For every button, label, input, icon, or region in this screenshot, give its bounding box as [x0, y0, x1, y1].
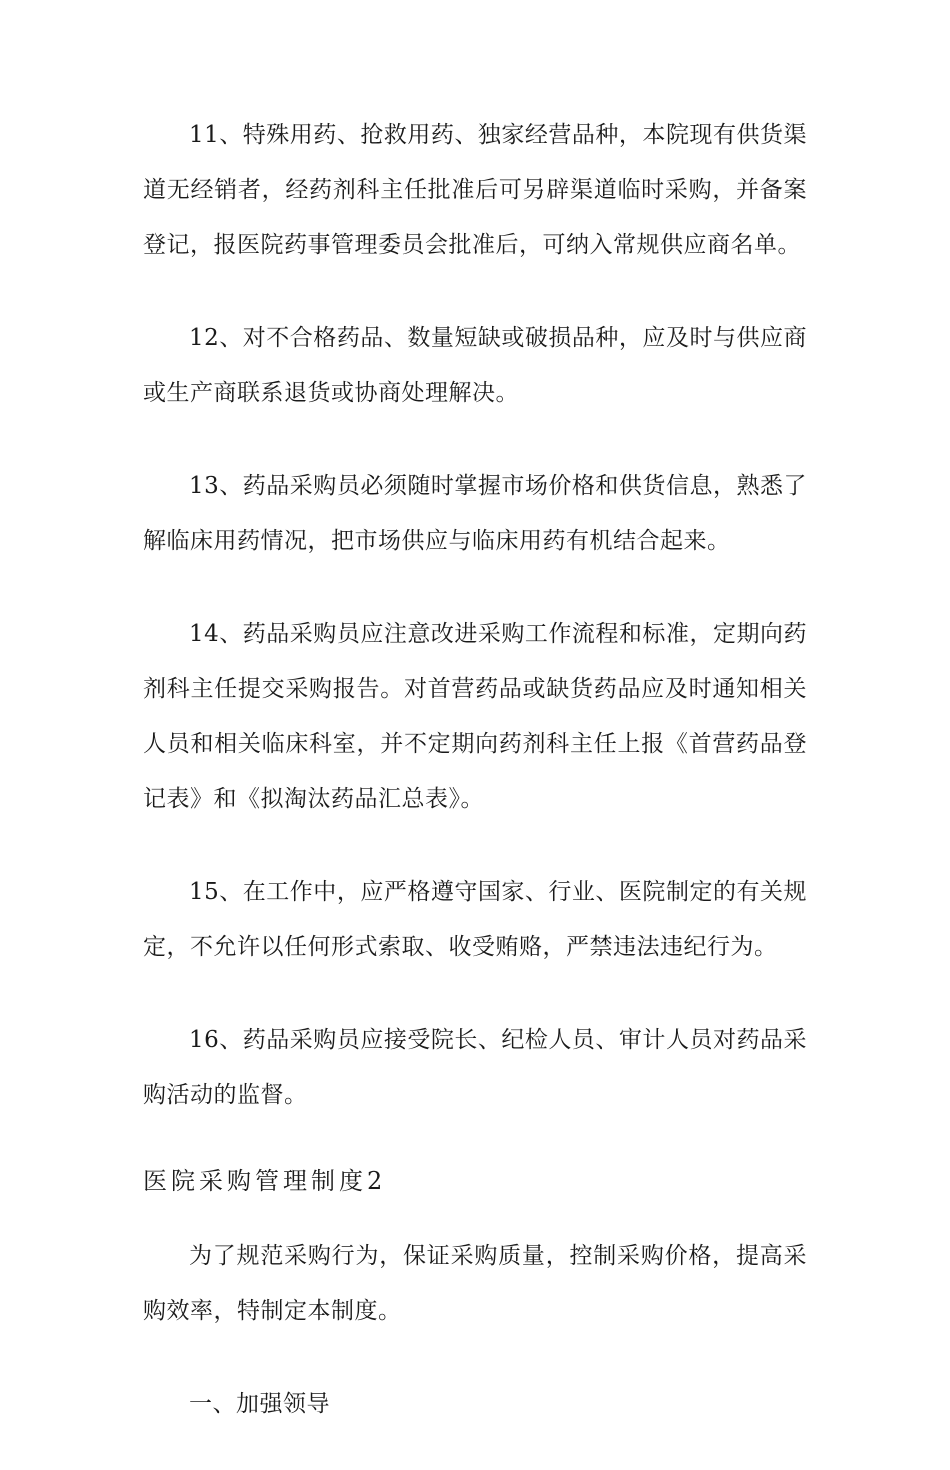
paragraph-item-12: 12、对不合格药品、数量短缺或破损品种，应及时与供应商或生产商联系退货或协商处理解决。	[143, 325, 807, 406]
paragraph-item-13: 13、药品采购员必须随时掌握市场价格和供货信息，熟悉了解临床用药情况，把市场供应与临床用药有机结合起来。	[143, 473, 807, 554]
intro-paragraph: 为了规范采购行为，保证采购质量，控制采购价格，提高采购效率，特制定本制度。	[143, 1243, 807, 1324]
paragraph-item-11: 11、特殊用药、抢救用药、独家经营品种，本院现有供货渠道无经销者，经药剂科主任批准后可另辟渠道临时采购，并备案登记，报医院药事管理委员会批准后，可纳入常规供应商名单。	[143, 122, 807, 258]
document-page	[143, 108, 807, 1470]
paragraph-item-16: 16、药品采购员应接受院长、纪检人员、审计人员对药品采购活动的监督。	[143, 1027, 807, 1108]
subsection-title: 一、加强领导	[189, 1391, 330, 1417]
paragraph-item-14: 14、药品采购员应注意改进采购工作流程和标准，定期向药剂科主任提交采购报告。对首营药品或缺货药品应及时通知相关人员和相关临床科室，并不定期向药剂科主任上报《首营药品登记表》和《拟淘汰药品汇总表》。	[143, 621, 807, 812]
section-heading: 医院采购管理制度2	[143, 1167, 387, 1195]
paragraph-item-15: 15、在工作中，应严格遵守国家、行业、医院制定的有关规定，不允许以任何形式索取、收受贿赂，严禁违法违纪行为。	[143, 879, 807, 960]
